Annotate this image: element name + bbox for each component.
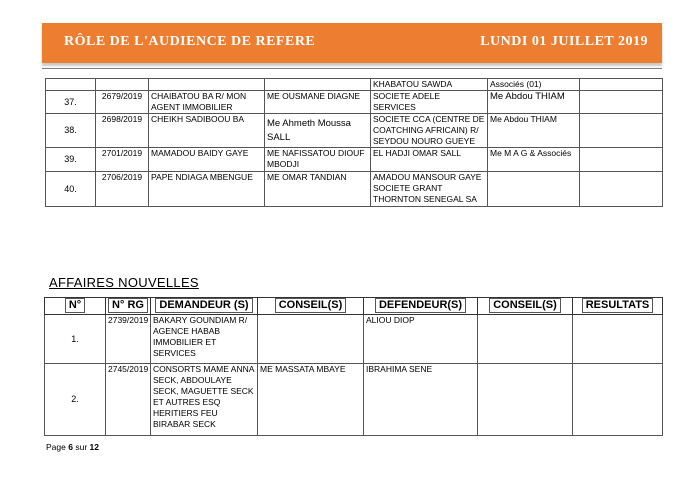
header-title: RÔLE DE L'AUDIENCE DE REFERE — [64, 34, 316, 49]
cell-resultats — [580, 91, 663, 114]
cell-demandeur: CONSORTS MAME ANNA SECK, ABDOULAYE SECK, MAGUETTE SECK ET AUTRES ESQ HERITIERS FEU BIRABAR SECK — [151, 364, 258, 436]
footer-total-pages: 12 — [89, 442, 99, 452]
column-header: CONSEIL(S) — [258, 298, 364, 315]
cell-num: 2. — [45, 364, 106, 436]
header-date: LUNDI 01 JUILLET 2019 — [480, 34, 648, 49]
cell-num: 38. — [46, 114, 96, 148]
cell-resultats — [580, 148, 663, 172]
cell-conseil: ME MASSATA MBAYE — [258, 364, 364, 436]
cell-defendeur: SOCIETE ADELE SERVICES — [371, 91, 488, 114]
column-header: DEFENDEUR(S) — [364, 298, 478, 315]
cell-defendeur: EL HADJI OMAR SALL — [371, 148, 488, 172]
table-row — [46, 172, 663, 207]
cell-conseil: ME OUSMANE DIAGNE — [265, 91, 371, 114]
column-header: N° — [45, 298, 106, 315]
cell-conseil: ME OMAR TANDIAN — [265, 172, 371, 207]
cell-conseil: Me Abdou THIAM — [488, 114, 580, 148]
cell-conseil — [478, 364, 573, 436]
cell-conseil: Me M A G & Associés — [488, 148, 580, 172]
cell-num: 40. — [46, 172, 96, 207]
cell-resultats — [573, 364, 663, 436]
header-divider — [42, 68, 662, 69]
cell-defendeur: AMADOU MANSOUR GAYE SOCIETE GRANT THORNTON SENEGAL SA — [371, 172, 488, 207]
cell-defendeur: ALIOU DIOP — [364, 315, 478, 364]
cell-demandeur: CHAIBATOU BA R/ MON AGENT IMMOBILIER — [149, 91, 265, 114]
table-row — [46, 114, 663, 148]
table-row — [46, 91, 663, 114]
cell-demandeur — [149, 79, 265, 91]
cell-resultats — [580, 172, 663, 207]
cell-defendeur: KHABATOU SAWDA — [371, 79, 488, 91]
cell-conseil: Me Ahmeth Moussa SALL — [265, 114, 371, 148]
cell-resultats — [573, 315, 663, 364]
cell-demandeur: BAKARY GOUNDIAM R/ AGENCE HABAB IMMOBILIER ET SERVICES — [151, 315, 258, 364]
cell-conseil: Me Abdou THIAM — [488, 91, 580, 114]
cell-demandeur: PAPE NDIAGA MBENGUE — [149, 172, 265, 207]
footer-current-page: 6 — [68, 442, 73, 452]
cell-rg: 2701/2019 — [96, 148, 149, 172]
cell-conseil — [488, 172, 580, 207]
cell-rg: 2698/2019 — [96, 114, 149, 148]
column-header: N° RG — [106, 298, 151, 315]
footer-prefix: Page — [46, 442, 66, 452]
cell-defendeur: IBRAHIMA SENE — [364, 364, 478, 436]
cell-rg: 2679/2019 — [96, 91, 149, 114]
new-cases-table — [44, 297, 663, 436]
cell-demandeur: MAMADOU BAIDY GAYE — [149, 148, 265, 172]
table-row — [46, 148, 663, 172]
cell-num: 39. — [46, 148, 96, 172]
table-row — [45, 315, 663, 364]
cell-rg: 2706/2019 — [96, 172, 149, 207]
page-footer — [46, 442, 99, 452]
table-header-row — [45, 298, 663, 315]
cell-conseil — [265, 79, 371, 91]
cell-resultats — [580, 79, 663, 91]
cell-demandeur: CHEIKH SADIBOOU BA — [149, 114, 265, 148]
cell-rg: 2745/2019 — [106, 364, 151, 436]
section-title: AFFAIRES NOUVELLES — [49, 275, 199, 290]
cell-rg: 2739/2019 — [106, 315, 151, 364]
cell-conseil: ME NAFISSATOU DIOUF MBODJI — [265, 148, 371, 172]
table-row — [45, 364, 663, 436]
footer-separator: sur — [75, 442, 88, 452]
cell-conseil — [258, 315, 364, 364]
column-header: DEMANDEUR (S) — [151, 298, 258, 315]
column-header: CONSEIL(S) — [478, 298, 573, 315]
cell-num: 1. — [45, 315, 106, 364]
cell-num — [46, 79, 96, 91]
table-row — [46, 79, 663, 91]
header-banner — [42, 23, 662, 63]
column-header: RESULTATS — [573, 298, 663, 315]
cell-num: 37. — [46, 91, 96, 114]
cell-rg — [96, 79, 149, 91]
cell-defendeur: SOCIETE CCA (CENTRE DE COATCHING AFRICAIN) R/ SEYDOU NOURO GUEYE — [371, 114, 488, 148]
cell-resultats — [580, 114, 663, 148]
continued-cases-table — [45, 78, 663, 207]
cell-conseil: Associés (01) — [488, 79, 580, 91]
cell-conseil — [478, 315, 573, 364]
